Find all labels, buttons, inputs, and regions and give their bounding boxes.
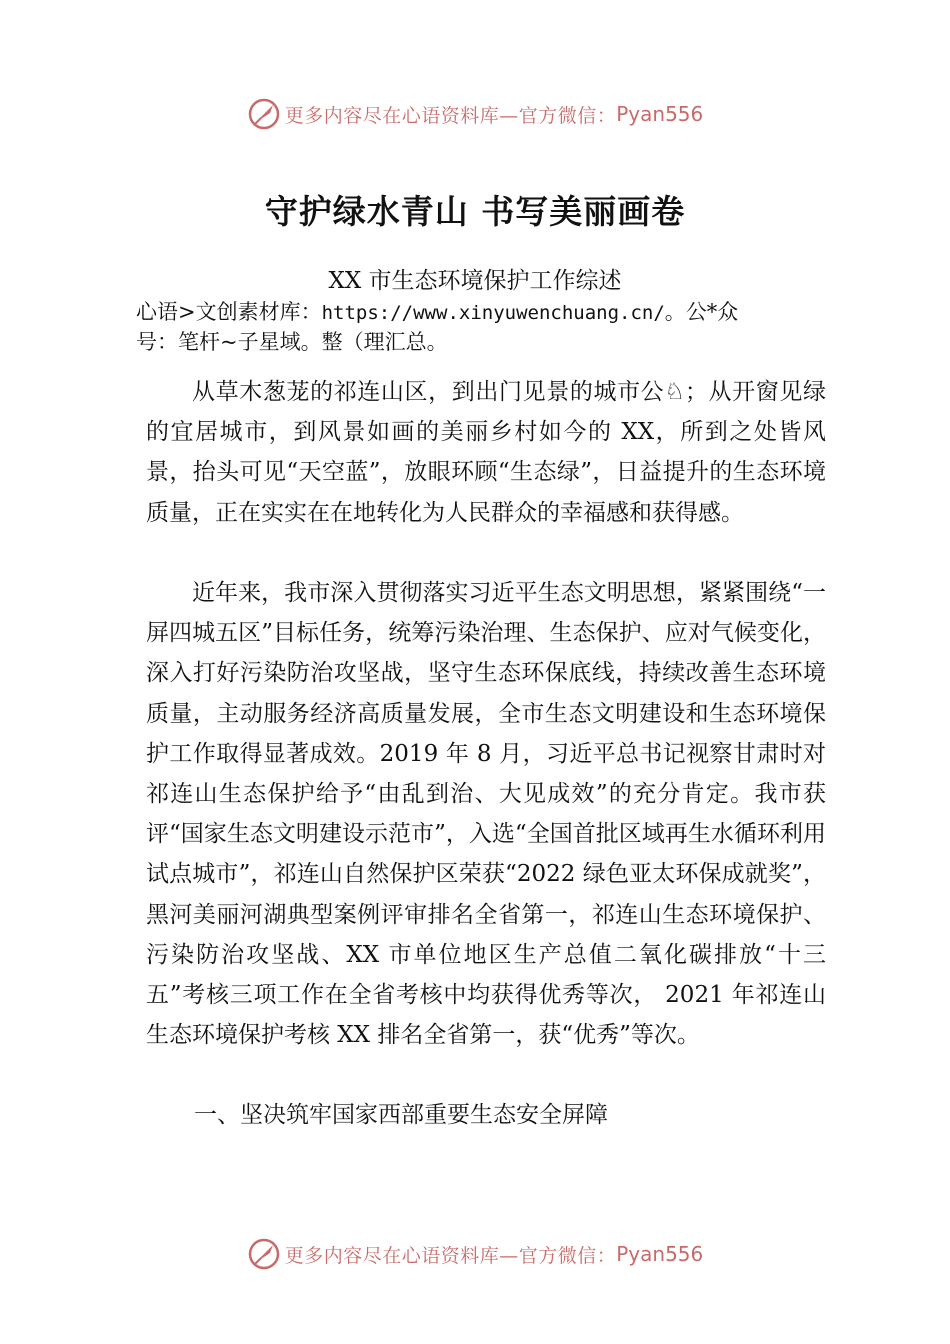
section-heading: 一、坚决筑牢国家西部重要生态安全屏障 <box>194 1102 608 1128</box>
banner-wechat-id: Pyan556 <box>616 102 704 126</box>
document-title: 守护绿水青山 书写美丽画卷 <box>264 192 686 231</box>
source-url: https://www.xinyuwenchuang.cn/ <box>321 302 665 324</box>
document-subtitle: XX 市生态环境保护工作综述 <box>328 268 622 294</box>
banner-wechat-id: Pyan556 <box>616 1242 704 1266</box>
quill-seal-icon <box>247 1237 281 1271</box>
source-suffix: 。公*众 <box>664 300 739 324</box>
banner-text: 更多内容尽在心语资料库—官方微信： <box>284 1244 617 1267</box>
source-line-1 <box>136 296 836 326</box>
banner-text: 更多内容尽在心语资料库—官方微信： <box>284 104 617 127</box>
quill-seal-icon <box>247 97 281 131</box>
source-prefix: 心语>文创素材库： <box>136 300 322 324</box>
paragraph-2: 近年来，我市深入贯彻落实习近平生态文明思想，紧紧围绕“一屏四城五区”目标任务，统筹污染治理、生态保护、应对气候变化，深入打好污染防治攻坚战，坚守生态环保底线，持续改善生态环境质量，主动服务经济高质量发展，全市生态文明建设和生态环境保护工作取得显著成效。2019 年 8 月，习近平总书记视察甘肃时对祁连山生态保护给予“由乱到治、大见成效”的充分肯定。我市获评“国家生态文明建设示范市”，入选“全国首批区域再生水循环利用试点城市”，祁连山自然保护区荣获“2022 绿色亚太环保成就奖”，黑河美丽河湖典型案例评审排名全省第一，祁连山生态环境保护、污染防治攻坚战、XX 市单位地区生产总值二氧化碳排放“十三五”考核三项工作在全省考核中均获得优秀等次， 2021 年祁连山生态环境保护考核 XX 排名全省第一，获“优秀”等次。 <box>146 580 826 1049</box>
source-line-2: 号：笔杆~子星域。整（理汇总。 <box>136 330 448 354</box>
paragraph-1: 从草木葱茏的祁连山区，到出门见景的城市公♘；从开窗见绿的宜居城市，到风景如画的美丽乡村如今的 XX，所到之处皆风景，抬头可见“天空蓝”，放眼环顾“生态绿”，日益提升的生态环境质量，正在实实在在地转化为人民群众的幸福感和获得感。 <box>146 379 826 526</box>
footer-banner <box>0 1236 950 1272</box>
header-banner <box>0 96 950 132</box>
